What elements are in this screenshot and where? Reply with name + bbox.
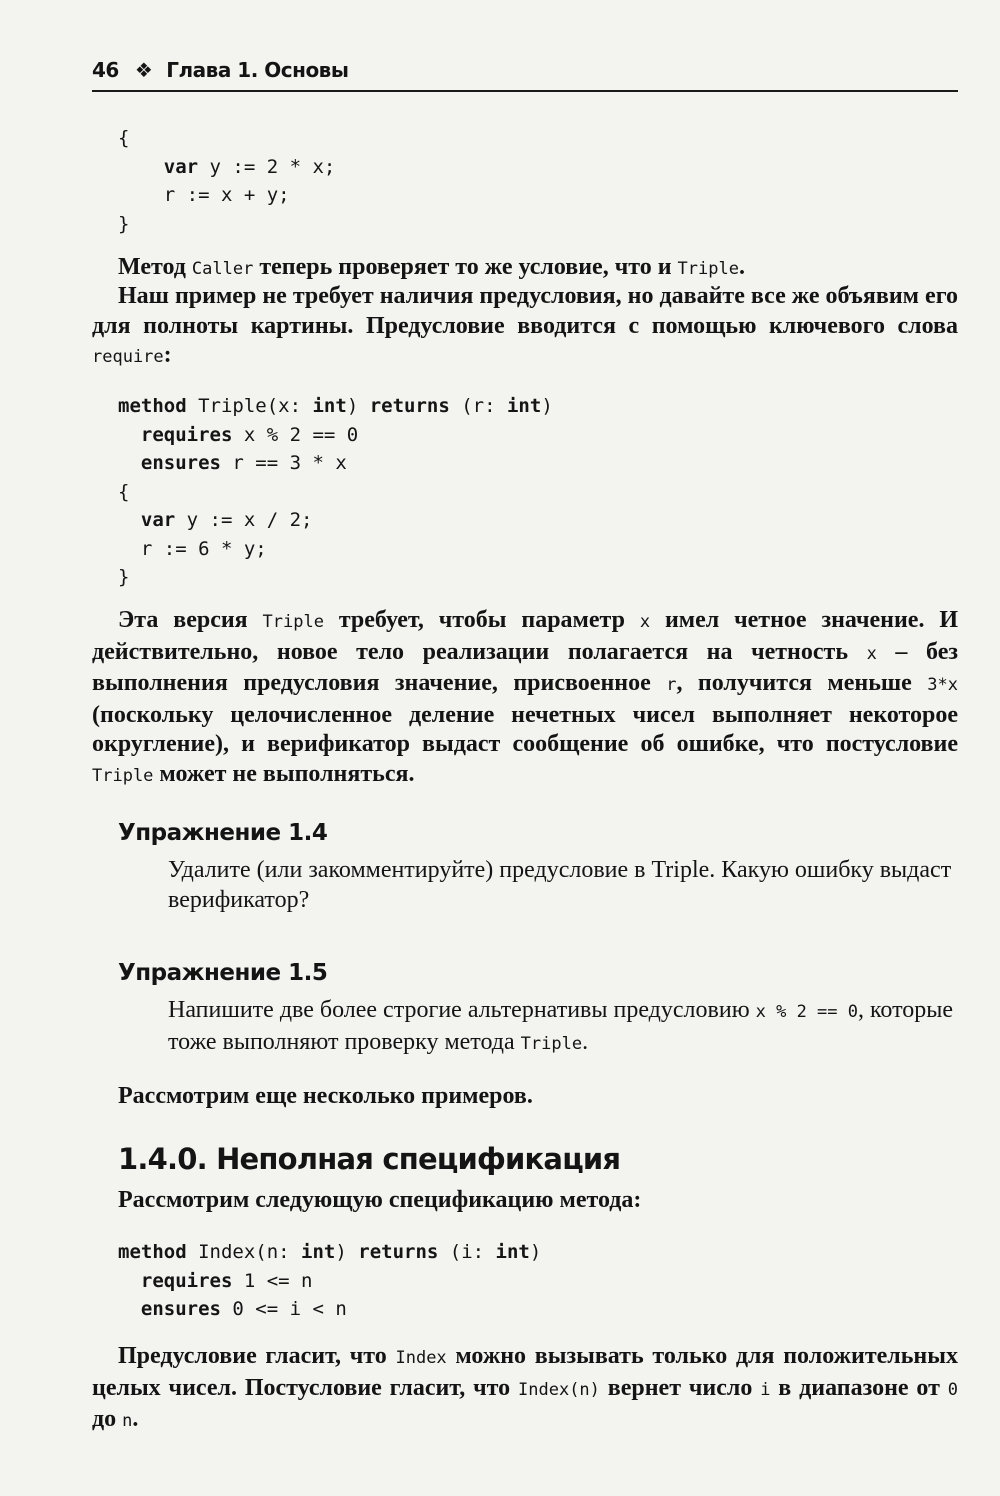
paragraph-5: Рассмотрим следующую спецификацию метода: — [118, 1187, 642, 1213]
paragraph-2: Наш пример не требует наличия предусловия, но давайте все же объявим его для полноты картины. Предусловие вводится с помощью ключевого слова require: — [92, 283, 958, 368]
running-header — [92, 58, 958, 92]
paragraph-4: Рассмотрим еще несколько примеров. — [118, 1083, 533, 1109]
chapter-title: Глава 1. Основы — [166, 58, 349, 82]
exercise-1-4-body: Удалите (или закомментируйте) предусловие в Triple. Какую ошибку выдаст верификатор? — [168, 857, 952, 913]
paragraph-3: Эта версия Triple требует, чтобы параметр x имел четное значение. И действительно, новое тело реализации полагается на четность x – без выполнения предусловия значение, присвоенное r, получится меньше 3*x (поскольку целочисленное деление нечетных чисел выполняет некоторое округление), и верификатор выдаст сообщение об ошибке, что постусловие Triple может не выполняться. — [92, 607, 958, 787]
exercise-1-5-title: Упражнение 1.5 — [118, 960, 328, 986]
page-number: 46 — [92, 58, 119, 82]
exercise-1-4-title: Упражнение 1.4 — [118, 820, 328, 846]
exercise-1-5-body: Напишите две более строгие альтернативы предусловию x % 2 == 0, которые тоже выполняют проверку метода Triple. — [168, 997, 954, 1055]
paragraph-6: Предусловие гласит, что Index можно вызывать только для положительных целых чисел. Постусловие гласит, что Index(n) вернет число i в диапазоне от 0 до n. — [92, 1343, 958, 1432]
code-block-3: method Index(n: int) returns (i: int) requires 1 <= n ensures 0 <= i < n — [118, 1241, 542, 1320]
section-title: 1.4.0. Неполная спецификация — [118, 1142, 621, 1176]
code-block-2: method Triple(x: int) returns (r: int) requires x % 2 == 0 ensures r == 3 * x { var y := x / 2; r := 6 * y; } — [118, 395, 553, 588]
paragraph-1: Метод Caller теперь проверяет то же условие, что и Triple. — [118, 254, 745, 280]
ornament-icon: ❖ — [134, 58, 153, 82]
code-block-1: { var y := 2 * x; r := x + y; } — [118, 127, 336, 235]
